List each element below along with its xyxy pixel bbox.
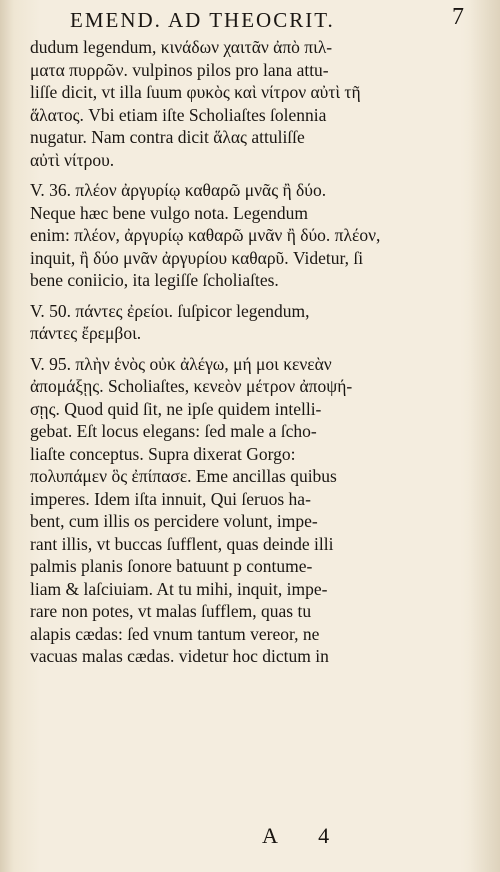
text-line: bent, cum illis os percidere volunt, impe-	[30, 511, 318, 531]
page-gutter-shadow	[470, 0, 500, 872]
text-line: Neque hæc bene vulgo nota. Legendum	[30, 202, 308, 223]
text-line: rant illis, vt buccas ſufflent, quas deinde illi	[30, 533, 334, 554]
page-body-text	[30, 36, 472, 668]
text-line: σῃς. Quod quid ſit, ne ipſe quidem intelli-	[30, 398, 322, 419]
text-line: πάντες ἔρεμβοι.	[30, 323, 142, 343]
text-line: liam & laſciuiam. At tu mihi, inquit, impe-	[30, 578, 328, 599]
text-line: dudum legendum, κινάδων χαιτᾶν ἀπὸ πιλ-	[30, 37, 333, 57]
text-line: V. 36. πλέον ἀργυρίῳ καθαρῶ μνᾶς ἢ δύο.	[30, 180, 327, 200]
text-line: enim: πλέον, ἀργυρίῳ καθαρῶ μνᾶν ἢ δύο. πλέον,	[30, 225, 381, 245]
running-title: EMEND. AD THEOCRIT.	[70, 8, 335, 32]
text-line: bene coniicio, ita legiſſe ſcholiaſtes.	[30, 270, 279, 290]
text-line: ματα πυρρῶν. vulpinos pilos pro lana attu-	[30, 59, 329, 80]
text-line: imperes. Idem iſta innuit, Qui ſeruos ha-	[30, 488, 311, 509]
text-line: gebat. Eſt locus elegans: ſed male a ſcho-	[30, 421, 317, 441]
text-line: V. 50. πάντες ἐρείοι. ſuſpicor legendum,	[30, 300, 310, 321]
paragraph-gap	[30, 292, 472, 300]
text-line: V. 95. πλὴν ἑνὸς οὐκ ἀλέγω, μή μοι κενεὰν	[30, 353, 332, 374]
text-line: ἅλατος. Vbi etiam iſte Scholiaſtes ſolennia	[30, 104, 327, 125]
text-line: πολυπάμεν ὃς ἐπίπασε. Eme ancillas quibus	[30, 466, 337, 486]
text-line: inquit, ἢ δύο μνᾶν ἀργυρίου καθαρῦ. Videtur, ſi	[30, 247, 364, 268]
text-line: liaſte conceptus. Supra dixerat Gorgo:	[30, 443, 296, 464]
text-line: αὐτὶ νίτρου.	[30, 149, 115, 170]
paragraph-gap	[30, 171, 472, 179]
text-line: liſſe dicit, vt illa ſuum φυκὸς καὶ νίτρον αὐτὶ τῆ	[30, 82, 361, 102]
paragraph-gap	[30, 345, 472, 353]
text-line: palmis planis ſonore batuunt p contume-	[30, 556, 313, 576]
text-line: ἀπομάξῃς. Scholiaſtes, κενεὸν μέτρον ἀποψή-	[30, 376, 353, 396]
text-line: vacuas malas cædas. videtur hoc dictum in	[30, 646, 329, 666]
signature-mark: A 4	[262, 823, 348, 848]
text-line: nugatur. Nam contra dicit ἅλας attuliſſe	[30, 127, 305, 147]
page-number: 7	[452, 4, 464, 30]
text-line: rare non potes, vt malas ſufflem, quas tu	[30, 601, 312, 621]
text-line: alapis cædas: ſed vnum tantum vereor, ne	[30, 623, 320, 644]
